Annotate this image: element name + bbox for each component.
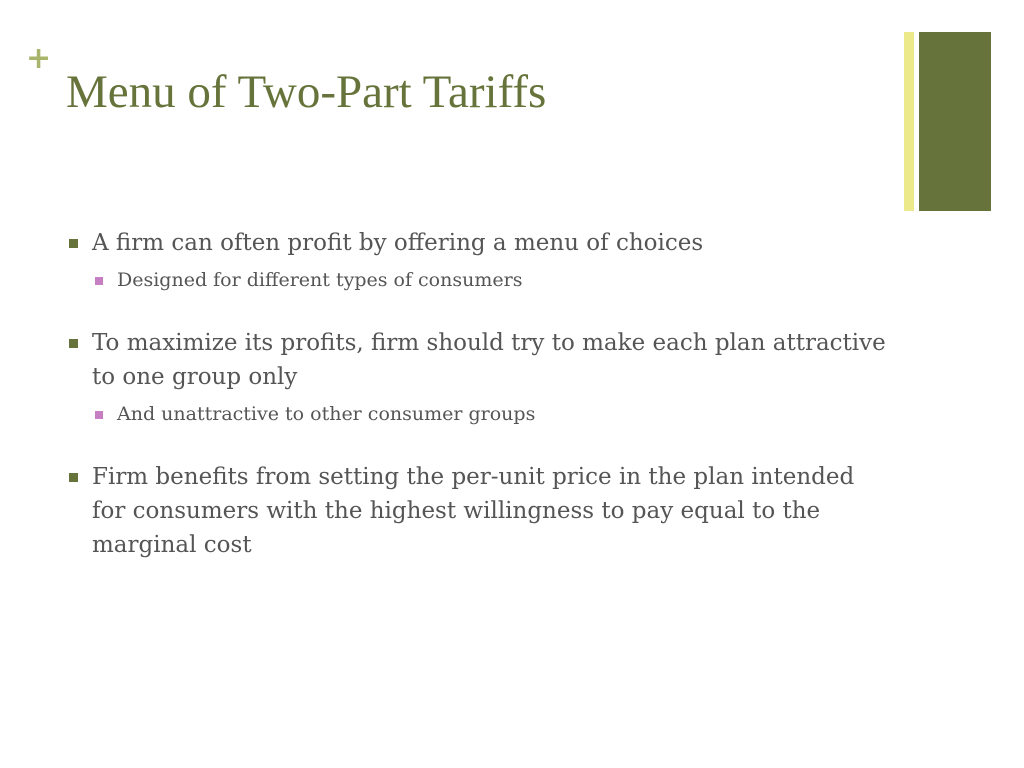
square-sub-bullet-icon (95, 277, 103, 285)
bullet-text: A firm can often profit by offering a menu of choices (92, 230, 704, 256)
decorative-yellow-bar (904, 32, 914, 211)
bullet-list (66, 226, 886, 562)
square-bullet-icon (69, 339, 78, 348)
bullet-text: Firm benefits from setting the per-unit price in the plan intended for consumers with the highest willingness to pay equal to the marginal cost (92, 464, 855, 558)
square-bullet-icon (69, 239, 78, 248)
decorative-green-block (919, 32, 991, 211)
bullet-item (66, 326, 886, 394)
bullet-text: To maximize its profits, firm should try to make each plan attractive to one group only (92, 330, 886, 390)
bullet-item (66, 460, 886, 562)
bullet-item (66, 226, 886, 260)
square-bullet-icon (69, 473, 78, 482)
sub-bullet-text: And unattractive to other consumer groups (117, 403, 536, 425)
sub-bullet-text: Designed for different types of consumers (117, 269, 523, 291)
slide-title: Menu of Two-Part Tariffs (66, 66, 547, 118)
plus-icon: + (26, 41, 52, 76)
sub-bullet-item (92, 400, 886, 428)
sub-bullet-item (92, 266, 886, 294)
square-sub-bullet-icon (95, 411, 103, 419)
